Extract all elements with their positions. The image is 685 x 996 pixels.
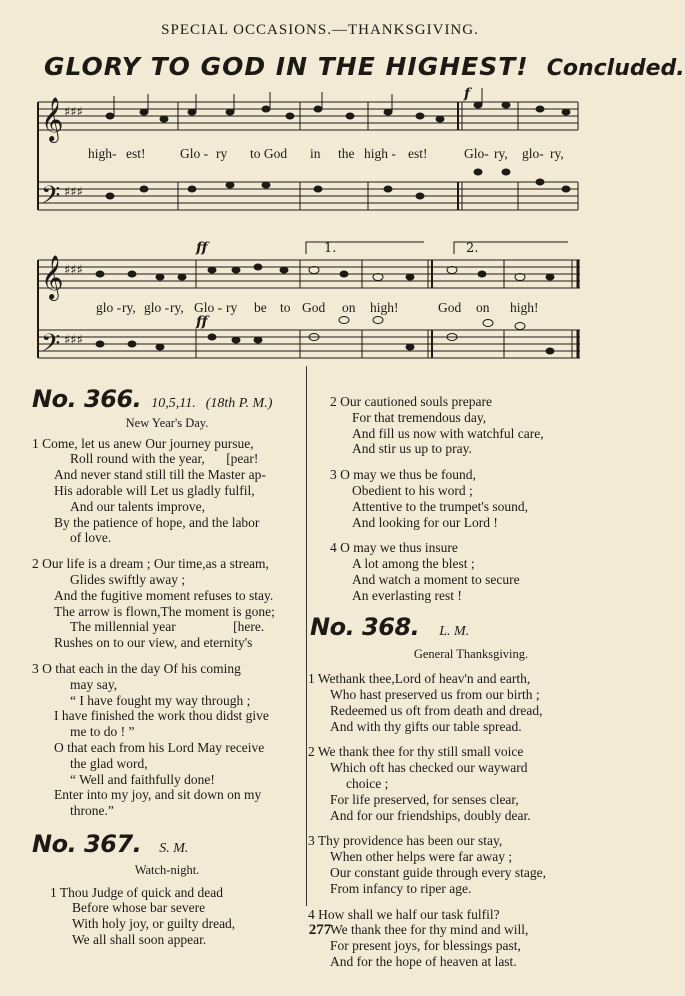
verse-line: the glad word, — [70, 755, 148, 771]
verse-line: 3 Thy providence has been our stay, — [308, 833, 503, 849]
verse-line: 4 How shall we half our task fulfil? — [308, 906, 500, 922]
verse-line: And fill us now with watchful care, — [352, 425, 544, 441]
hymn-368-number: No. 368. — [310, 612, 420, 641]
verse-line: 2 We thank thee for thy still small voice — [308, 744, 524, 760]
lyric: to — [280, 300, 291, 315]
verse-line: 3 O that each in the day Of his coming — [32, 660, 241, 676]
lyric: high- — [88, 146, 117, 161]
lyric: ry — [226, 300, 238, 315]
verse-line: And the fugitive moment refuses to stay. — [54, 587, 274, 603]
hymn-368-meter: L. M. — [439, 623, 470, 639]
verse-line: of love. — [70, 530, 112, 546]
verse-line: 2 Our life is a dream ; Our time,as a stream, — [32, 556, 269, 572]
lyric: est! — [126, 146, 146, 161]
verse-line: choice ; — [346, 775, 389, 791]
lyric: to God — [250, 146, 288, 161]
hymn-366-verse-3 — [32, 661, 302, 819]
lyric: glo- — [522, 146, 544, 161]
hymn-367-occasion: Watch-night. — [134, 862, 200, 877]
lyric: on — [342, 300, 356, 315]
verse-line: Our constant guide through every stage, — [330, 864, 546, 880]
svg-text:♯♯♯: ♯♯♯ — [64, 263, 83, 278]
hymn-367-number: No. 367. — [32, 829, 142, 858]
verse-line: 1 Thou Judge of quick and dead — [50, 884, 223, 900]
verse-line: For that tremendous day, — [352, 409, 487, 425]
verse-line: The arrow is flown,The moment is gone; — [54, 603, 275, 619]
verse-line: Before whose bar severe — [72, 900, 206, 916]
verse-line: And for the hope of heaven at last. — [330, 953, 517, 969]
verse-line: And with thy gifts our table spread. — [330, 718, 522, 734]
verse-line: Glides swiftly away ; — [70, 571, 186, 587]
verse-line: Which oft has checked our wayward — [330, 760, 528, 776]
lyric: ry, — [170, 300, 184, 315]
running-head: SPECIAL OCCASIONS.—THANKSGIVING. — [161, 22, 479, 38]
hymn-366-number: No. 366. — [32, 385, 142, 413]
lyric: ry — [216, 146, 228, 161]
svg-text:♯♯♯: ♯♯♯ — [64, 185, 83, 200]
lyric: God — [302, 300, 326, 315]
lyric: the — [338, 146, 355, 161]
verse-line: For present joys, for blessings past, — [330, 938, 521, 954]
hymn-366-verse-1 — [32, 436, 302, 547]
lyric: high! — [510, 300, 539, 315]
hymn-367-verse-2 — [330, 394, 612, 457]
verse-line: A lot among the blest ; — [352, 556, 475, 572]
page-number: 277 — [308, 922, 332, 938]
lyric: Glo - — [194, 300, 223, 315]
verse-line: For life preserved, for senses clear, — [330, 791, 519, 807]
verse-line: “ I have fought my way through ; — [70, 692, 251, 708]
verse-line: Roll round with the year, [pear! — [70, 451, 259, 467]
verse-line: When other helps were far away ; — [330, 849, 513, 865]
hymn-title — [44, 52, 685, 81]
lyric: high! — [370, 300, 399, 315]
lyric: on — [476, 300, 490, 315]
hymn-368-verse-3 — [308, 833, 612, 896]
left-column — [32, 385, 302, 948]
hymn-367-meter: S. M. — [159, 840, 189, 856]
ending-2: 2. — [466, 241, 479, 256]
verse-line: Redeemed us oft from death and dread, — [330, 702, 543, 718]
verse-line: Attentive to the trumpet's sound, — [352, 498, 529, 514]
verse-line: “ Well and faithfully done! — [70, 771, 215, 787]
verse-line: I have finished the work thou didst give — [54, 708, 269, 724]
lyric: ry, — [122, 300, 136, 315]
verse-line: 3 O may we thus be found, — [330, 467, 476, 483]
verse-line: Obedient to his word ; — [352, 482, 473, 498]
verse-line: And never stand still till the Master ap- — [54, 467, 266, 483]
hymn-366-meter: 10,5,11. — [151, 396, 196, 411]
hymn-366-occasion: New Year's Day. — [125, 415, 209, 430]
hymn-367-heading — [32, 829, 302, 858]
hymn-367-verse-3 — [330, 467, 612, 530]
svg-text:𝄞: 𝄞 — [41, 97, 64, 141]
verse-line: 1 Come, let us anew Our journey pursue, — [32, 435, 254, 451]
svg-text:𝄢: 𝄢 — [41, 329, 61, 364]
verse-line: With holy joy, or guilty dread, — [72, 916, 236, 932]
verse-line: The millennial year [here. — [70, 619, 265, 635]
verse-line: may say, — [70, 676, 118, 692]
lyric: glo - — [96, 300, 122, 315]
lyric: in — [310, 146, 321, 161]
verse-line: And stir us up to pray. — [352, 441, 472, 457]
hymn-366-heading — [32, 385, 302, 413]
verse-line: We thank thee for thy mind and will, — [330, 922, 529, 938]
lyric: ry, — [550, 146, 564, 161]
dynamic-ff: ff — [196, 314, 208, 330]
hymn-368-verse-1 — [308, 671, 612, 734]
svg-text:♯♯♯: ♯♯♯ — [64, 105, 83, 120]
hymn-366-meter-note: (18th P. M.) — [205, 396, 273, 411]
svg-text:♯♯♯: ♯♯♯ — [64, 333, 83, 348]
svg-text:𝄢: 𝄢 — [41, 181, 61, 216]
hymn-368-heading — [310, 612, 612, 641]
verse-line: And for our friendships, doubly dear. — [330, 807, 531, 823]
lyric: high - — [364, 146, 396, 161]
ending-1: 1. — [324, 241, 337, 256]
hymn-366-verse-2 — [32, 556, 302, 651]
verse-line: His adorable will Let us gladly fulfil, — [54, 482, 255, 498]
verse-line: By the patience of hope, and the labor — [54, 514, 260, 530]
verse-line: We all shall soon appear. — [72, 931, 207, 947]
column-divider — [306, 366, 307, 906]
verse-line: Rushes on to our view, and eternity's — [54, 635, 253, 651]
dynamic-ff: ff — [196, 240, 208, 256]
verse-line: And watch a moment to secure — [352, 571, 520, 587]
verse-line: 4 O may we thus insure — [330, 540, 458, 556]
verse-line: throne.” — [70, 803, 114, 819]
hymn-368-verse-2 — [308, 744, 612, 823]
verse-line: 1 Wethank thee,Lord of heav'n and earth, — [308, 671, 531, 687]
verse-line: And looking for our Lord ! — [352, 514, 498, 530]
lyric: Glo- — [464, 146, 489, 161]
verse-line: me to do ! ” — [70, 724, 135, 740]
hymn-title-text: GLORY TO GOD IN THE HIGHEST! — [44, 52, 529, 81]
verse-line: From infancy to riper age. — [330, 880, 472, 896]
verse-line: Who hast preserved us from our birth ; — [330, 686, 540, 702]
hymn-367-verse-4 — [330, 540, 612, 603]
lyric: ry, — [494, 146, 508, 161]
verse-line: Enter into my joy, and sit down on my — [54, 787, 262, 803]
verse-line: O that each from his Lord May receive — [54, 739, 265, 755]
lyric: God — [438, 300, 462, 315]
lyric: be — [254, 300, 267, 315]
lyric: Glo - — [180, 146, 209, 161]
verse-line: And our talents improve, — [70, 498, 205, 514]
hymn-368-occasion: General Thanksgiving. — [413, 647, 529, 662]
verse-line: 2 Our cautioned souls prepare — [330, 394, 492, 409]
dynamic-f: f — [464, 86, 471, 102]
hymn-concluded: Concluded. — [546, 56, 685, 81]
lyric: glo - — [144, 300, 170, 315]
lyric: est! — [408, 146, 428, 161]
svg-text:𝄞: 𝄞 — [41, 255, 64, 299]
verse-line: An everlasting rest ! — [352, 587, 462, 603]
